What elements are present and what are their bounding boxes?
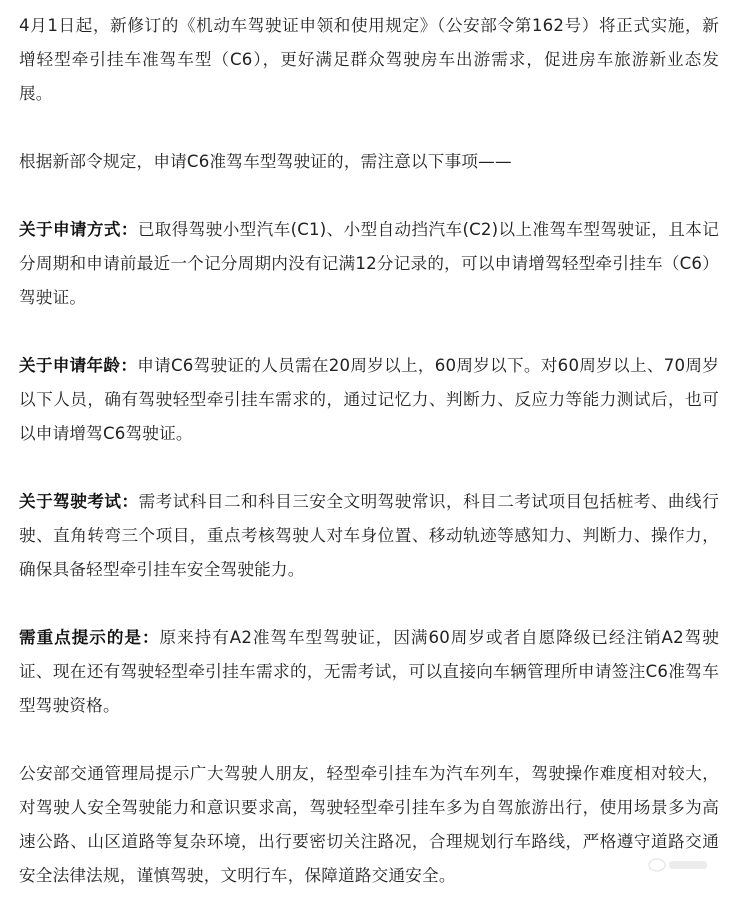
section-application-age xyxy=(19,349,719,451)
section-lead-driving-exam: 关于驾驶考试： xyxy=(19,492,139,511)
section-key-reminder xyxy=(19,621,719,723)
section-lead-application-age: 关于申请年龄： xyxy=(19,356,138,375)
section-lead-key-reminder: 需重点提示的是： xyxy=(19,628,160,647)
article-body xyxy=(19,9,719,893)
section-body-application-method: 已取得驾驶小型汽车(C1)、小型自动挡汽车(C2)以上准驾车型驾驶证，且本记分周期和申请前最近一个记分周期内没有记满12分记录的，可以申请增驾轻型牵引挂车（C6）驾驶证。 xyxy=(19,220,720,307)
section-body-key-reminder: 原来持有A2准驾车型驾驶证，因满60周岁或者自愿降级已经注销A2驾驶证、现在还有驾驶轻型牵引挂车需求的，无需考试，可以直接向车辆管理所申请签注C6准驾车型驾驶资格。 xyxy=(19,628,719,715)
section-body-driving-exam: 需考试科目二和科目三安全文明驾驶常识，科目二考试项目包括桩考、曲线行驶、直角转弯三个项目，重点考核驾驶人对车身位置、移动轨迹等感知力、判断力、操作力，确保具备轻型牵引挂车安全驾驶能力。 xyxy=(19,492,719,579)
intro-paragraph: 4月1日起，新修订的《机动车驾驶证申领和使用规定》（公安部令第162号）将正式实施，新增轻型牵引挂车准驾车型（C6），更好满足群众驾驶房车出游需求，促进房车旅游新业态发展。 xyxy=(19,16,719,103)
section-driving-exam xyxy=(19,485,719,587)
watermark-logo xyxy=(647,855,711,875)
closing-paragraph: 公安部交通管理局提示广大驾驶人朋友，轻型牵引挂车为汽车列车，驾驶操作难度相对较大，对驾驶人安全驾驶能力和意识要求高，驾驶轻型牵引挂车多为自驾旅游出行，使用场景多为高速公路、山区道路等复杂环境，出行要密切关注路况，合理规划行车路线，严格遵守道路交通安全法律法规，谨慎驾驶，文明行车，保障道路交通安全。 xyxy=(19,764,719,885)
section-lead-application-method: 关于申请方式： xyxy=(19,220,138,239)
section-application-method xyxy=(19,213,719,315)
section-body-application-age: 申请C6驾驶证的人员需在20周岁以上，60周岁以下。对60周岁以上、70周岁以下人员，确有驾驶轻型牵引挂车需求的，通过记忆力、判断力、反应力等能力测试后，也可以申请增驾C6驾驶证。 xyxy=(19,356,720,443)
notice-paragraph: 根据新部令规定，申请C6准驾车型驾驶证的，需注意以下事项—— xyxy=(19,152,512,171)
